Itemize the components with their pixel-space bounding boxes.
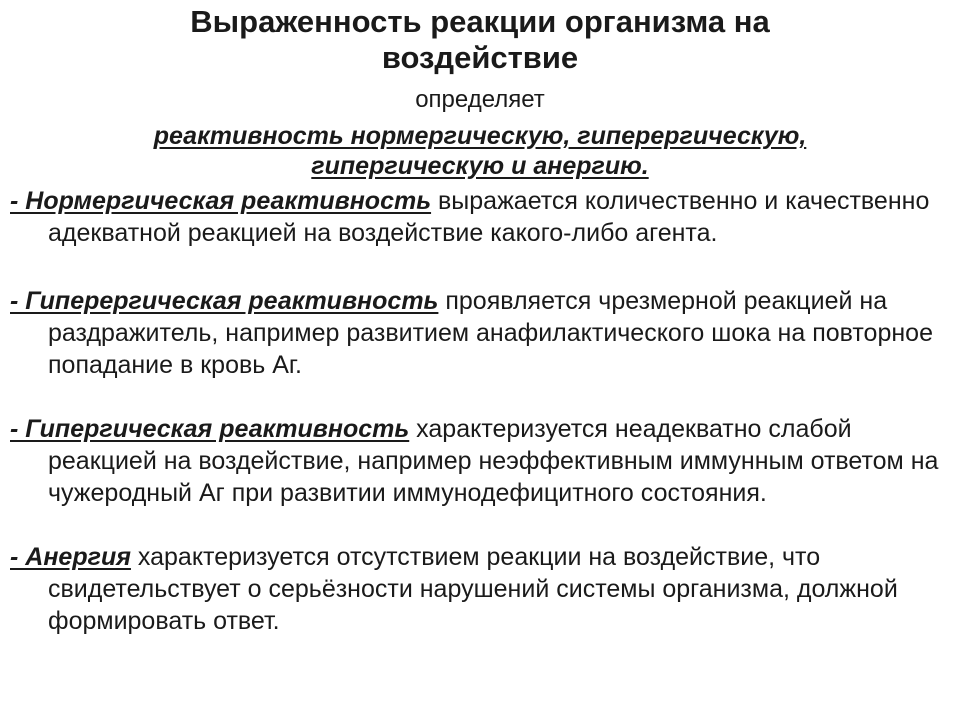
- definition-hypergic: [10, 413, 950, 509]
- slide-title-line1: Выраженность реакции организма на: [190, 4, 770, 39]
- reactivity-types-line2: гипергическую и анергию.: [311, 152, 649, 180]
- definition-anergy: [10, 541, 950, 637]
- slide-subtitle: определяет: [415, 86, 545, 113]
- definition-term: - Гипергическая реактивность: [10, 415, 410, 443]
- reactivity-types-line1: реактивность нормергическую, гиперергическую,: [153, 122, 807, 150]
- definition-normergic: [10, 185, 950, 249]
- reactivity-types-heading: [50, 121, 910, 181]
- definition-text: выражается количественно и качественно адекватной реакцией на воздействие какого-либо агента.: [48, 187, 930, 247]
- definition-hyperergic: [10, 285, 950, 381]
- slide-title: [0, 4, 960, 76]
- slide-title-line2: воздействие: [381, 40, 579, 75]
- definition-text: проявляется чрезмерной реакцией на раздражитель, например развитием анафилактического шока на повторное попадание в кровь Аг.: [48, 287, 933, 379]
- definition-text: характеризуется отсутствием реакции на воздействие, что свидетельствует о серьёзности нарушений системы организма, должной формировать ответ.: [48, 543, 898, 635]
- definition-term: - Анергия: [10, 543, 131, 571]
- definition-term: - Гиперергическая реактивность: [10, 287, 439, 315]
- definition-text: характеризуется неадекватно слабой реакцией на воздействие, например неэффективным иммунным ответом на чужеродный Аг при развитии иммунодефицитного состояния.: [48, 415, 939, 507]
- definition-term: - Нормергическая реактивность: [10, 187, 432, 215]
